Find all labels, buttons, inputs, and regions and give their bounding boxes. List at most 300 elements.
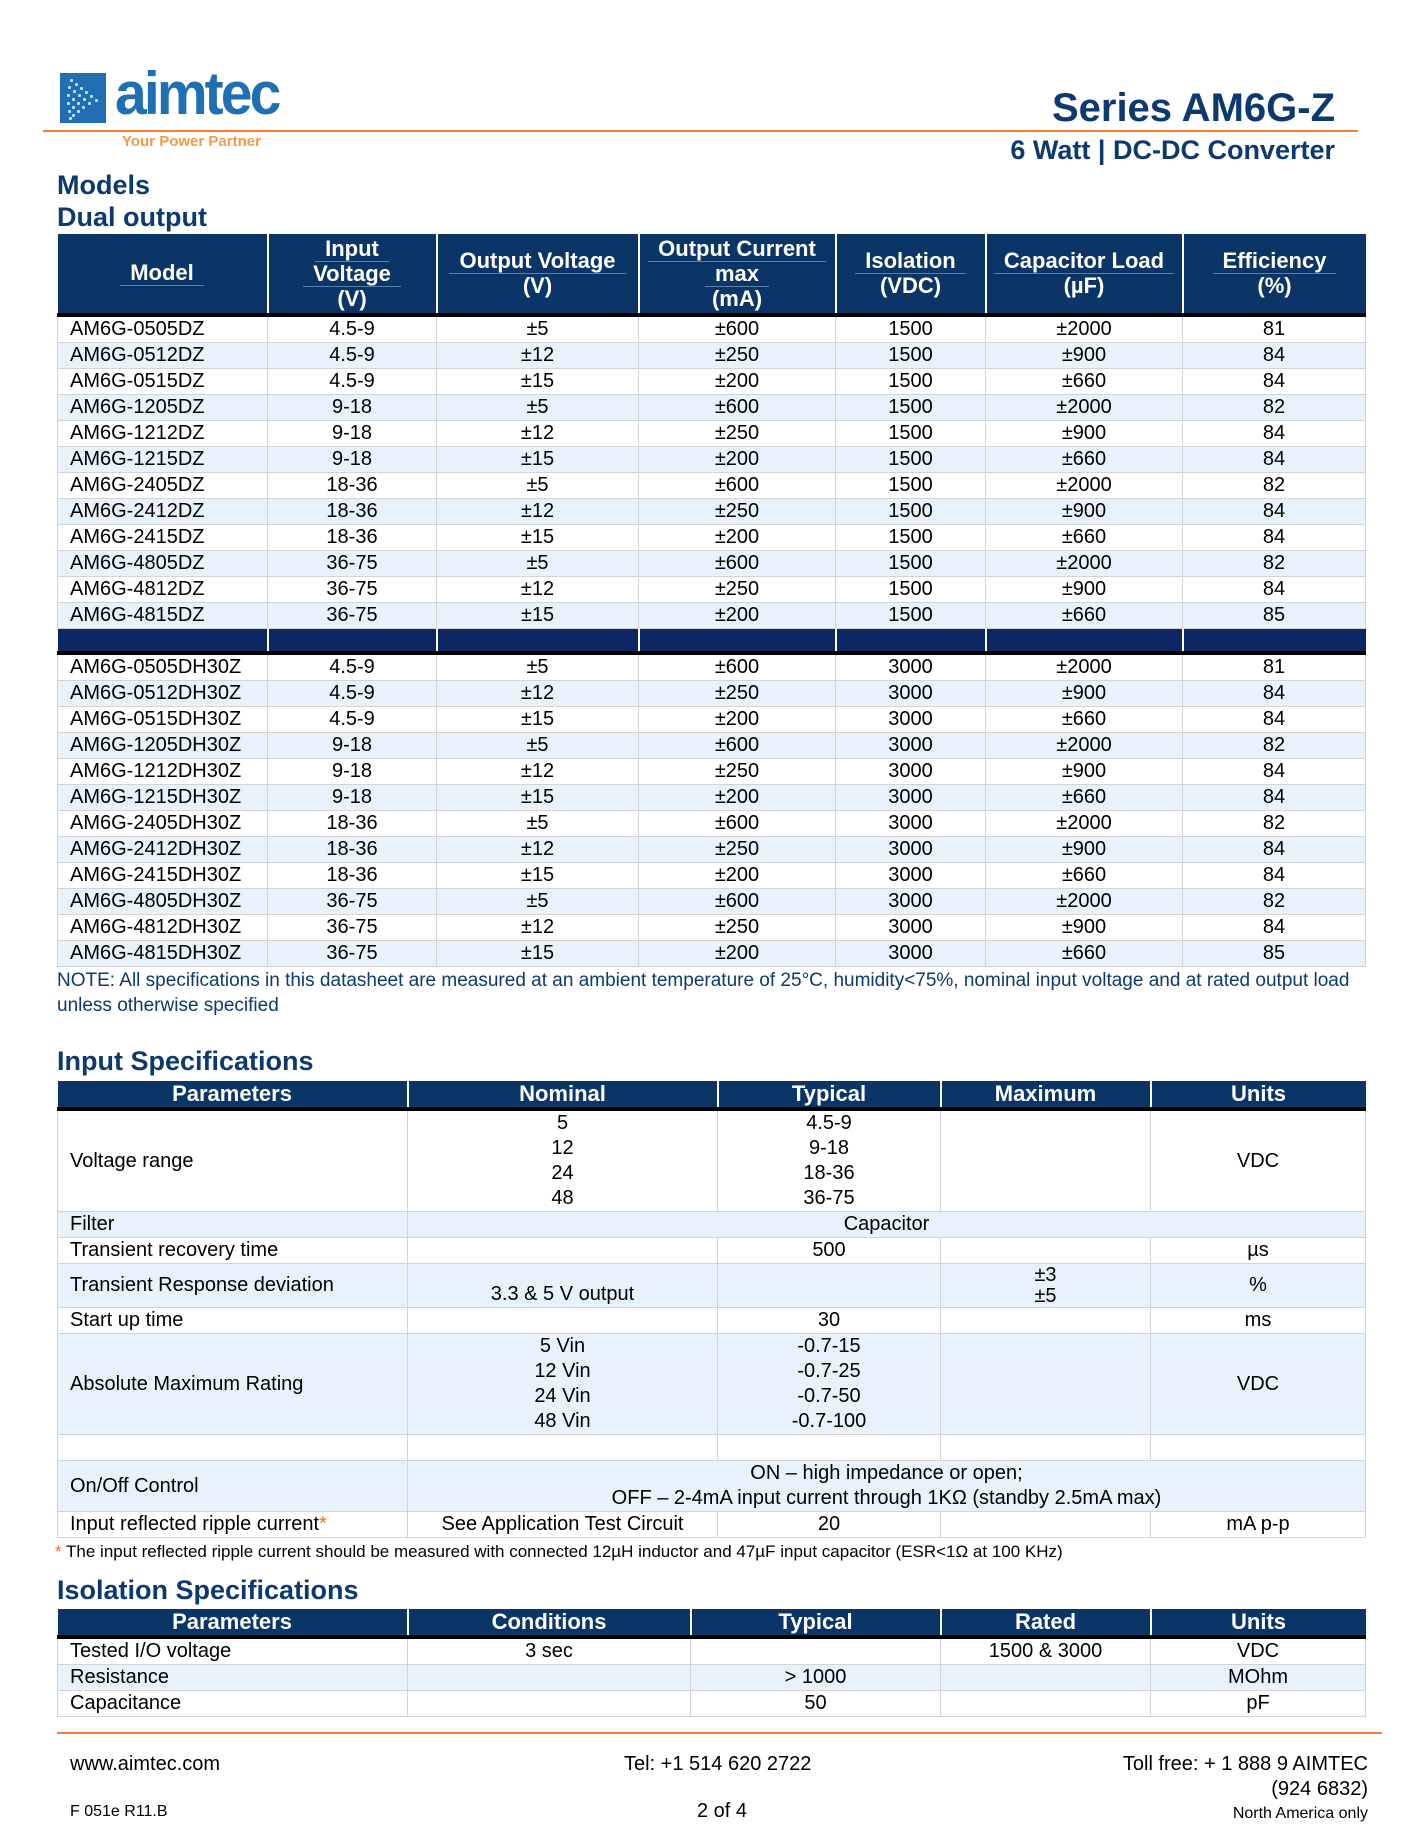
model-value: 3000	[836, 680, 986, 706]
model-row	[58, 706, 1366, 732]
model-value: 36-75	[268, 551, 437, 577]
model-value: ±12	[437, 343, 639, 369]
model-name: AM6G-1205DH30Z	[58, 732, 268, 758]
nominal-value: See Application Test Circuit	[408, 1512, 718, 1538]
model-value: ±900	[986, 343, 1183, 369]
typical-value: 30	[718, 1308, 941, 1334]
model-row	[58, 758, 1366, 784]
model-name: AM6G-2412DZ	[58, 499, 268, 525]
footer-toll-free-digits: (924 6832)	[1271, 1778, 1368, 1800]
value: 24 Vin	[534, 1385, 591, 1407]
separator-cell	[986, 629, 1183, 653]
param-value	[408, 1665, 691, 1691]
model-value: 9-18	[268, 758, 437, 784]
footer-website[interactable]: www.aimtec.com	[70, 1753, 221, 1775]
nominal-value	[408, 1238, 718, 1264]
header-line: (µF)	[1063, 273, 1105, 298]
model-value: ±5	[437, 653, 639, 681]
model-value: ±12	[437, 758, 639, 784]
value: 48	[551, 1187, 574, 1209]
model-name: AM6G-2412DH30Z	[58, 836, 268, 862]
nominal-value	[408, 1308, 718, 1334]
model-value: ±2000	[986, 551, 1183, 577]
row-transient-recovery	[58, 1238, 1366, 1264]
ripple-footnote	[55, 1542, 1063, 1562]
model-row	[58, 810, 1366, 836]
footer-page-number: 2 of 4	[697, 1800, 748, 1822]
model-value: ±600	[639, 653, 836, 681]
param-label: Tested I/O voltage	[58, 1637, 408, 1665]
model-value: ±12	[437, 914, 639, 940]
model-value: ±200	[639, 447, 836, 473]
param-value	[691, 1637, 941, 1665]
separator-cell	[639, 629, 836, 653]
model-value: ±200	[639, 706, 836, 732]
value: -0.7-50	[797, 1385, 861, 1407]
param-label: Filter	[58, 1212, 408, 1238]
model-name: AM6G-1212DZ	[58, 421, 268, 447]
model-value: ±900	[986, 836, 1183, 862]
model-value: ±250	[639, 836, 836, 862]
header-line: max	[705, 262, 769, 287]
brand-tagline: Your Power Partner	[122, 133, 261, 150]
model-row	[58, 603, 1366, 629]
model-row	[58, 914, 1366, 940]
model-name: AM6G-4815DH30Z	[58, 940, 268, 966]
model-value: 9-18	[268, 784, 437, 810]
model-value: ±660	[986, 784, 1183, 810]
model-row	[58, 940, 1366, 966]
model-value: 84	[1183, 447, 1366, 473]
model-value: ±12	[437, 680, 639, 706]
maximum-values	[941, 1264, 1151, 1308]
model-value: 3000	[836, 758, 986, 784]
model-row	[58, 888, 1366, 914]
model-name: AM6G-4812DH30Z	[58, 914, 268, 940]
model-value: ±5	[437, 888, 639, 914]
models-col-header	[437, 234, 639, 315]
brand-name: aimtec	[115, 60, 279, 127]
row-abs-max	[58, 1334, 1366, 1435]
model-name: AM6G-4805DZ	[58, 551, 268, 577]
value: 48 Vin	[534, 1410, 591, 1432]
model-value: ±200	[639, 784, 836, 810]
footnote-marker: *	[319, 1513, 327, 1535]
model-value: 82	[1183, 732, 1366, 758]
model-value: 9-18	[268, 447, 437, 473]
separator-cell	[1183, 629, 1366, 653]
model-value: 1500	[836, 447, 986, 473]
units-value: %	[1151, 1264, 1366, 1308]
model-value: 18-36	[268, 862, 437, 888]
value: 12	[551, 1137, 574, 1159]
value: ±5	[1034, 1284, 1057, 1307]
model-name: AM6G-4815DZ	[58, 603, 268, 629]
model-value: 84	[1183, 914, 1366, 940]
row-voltage-range	[58, 1109, 1366, 1212]
model-row	[58, 473, 1366, 499]
col-units: Units	[1151, 1609, 1366, 1637]
model-value: ±600	[639, 732, 836, 758]
model-value: 1500	[836, 551, 986, 577]
model-value: ±15	[437, 784, 639, 810]
model-value: 3000	[836, 653, 986, 681]
model-value: ±660	[986, 862, 1183, 888]
model-value: 84	[1183, 525, 1366, 551]
separator-cell	[836, 629, 986, 653]
param-value: 1500 & 3000	[941, 1637, 1151, 1665]
model-value: 84	[1183, 421, 1366, 447]
model-value: ±660	[986, 447, 1183, 473]
param-label: Voltage range	[58, 1109, 408, 1212]
model-value: ±900	[986, 914, 1183, 940]
typical-value: 500	[718, 1238, 941, 1264]
model-row	[58, 343, 1366, 369]
value: 4.5-9	[806, 1112, 852, 1134]
model-row	[58, 732, 1366, 758]
model-value: 1500	[836, 343, 986, 369]
model-name: AM6G-0515DZ	[58, 369, 268, 395]
model-value: 1500	[836, 315, 986, 343]
isolation-row	[58, 1691, 1366, 1717]
model-value: ±2000	[986, 653, 1183, 681]
value: 18-36	[803, 1162, 855, 1184]
model-value: ±900	[986, 577, 1183, 603]
model-value: 84	[1183, 343, 1366, 369]
model-value: 36-75	[268, 888, 437, 914]
param-label: Start up time	[58, 1308, 408, 1334]
model-value: 84	[1183, 369, 1366, 395]
model-row	[58, 862, 1366, 888]
input-header-row	[58, 1081, 1366, 1109]
empty-cell	[1151, 1435, 1366, 1461]
model-name: AM6G-0512DH30Z	[58, 680, 268, 706]
typical-values	[718, 1109, 941, 1212]
model-name: AM6G-2405DH30Z	[58, 810, 268, 836]
empty-cell	[718, 1435, 941, 1461]
model-value: 18-36	[268, 525, 437, 551]
model-value: ±200	[639, 369, 836, 395]
model-value: 36-75	[268, 940, 437, 966]
value: 5 Vin	[539, 1335, 586, 1357]
model-name: AM6G-4805DH30Z	[58, 888, 268, 914]
models-col-header	[639, 234, 836, 315]
footnote-marker: *	[55, 1542, 62, 1561]
model-value: ±600	[639, 395, 836, 421]
separator-cell	[268, 629, 437, 653]
units-value: µs	[1151, 1238, 1366, 1264]
isolation-row	[58, 1665, 1366, 1691]
model-value: ±660	[986, 706, 1183, 732]
separator-cell	[58, 629, 268, 653]
isolation-header-row	[58, 1609, 1366, 1637]
value: 5	[556, 1112, 569, 1134]
value: ON – high impedance or open;	[750, 1462, 1023, 1484]
model-name: AM6G-4812DZ	[58, 577, 268, 603]
model-value: 82	[1183, 395, 1366, 421]
model-value: 3000	[836, 810, 986, 836]
nominal-values	[408, 1109, 718, 1212]
models-col-header	[268, 234, 437, 315]
model-value: 82	[1183, 473, 1366, 499]
header-line: (VDC)	[879, 273, 942, 298]
filter-value: Capacitor	[408, 1212, 1366, 1238]
nominal-values	[408, 1334, 718, 1435]
model-value: ±900	[986, 680, 1183, 706]
model-value: 4.5-9	[268, 315, 437, 343]
model-value: 3000	[836, 888, 986, 914]
model-row	[58, 369, 1366, 395]
model-value: 82	[1183, 888, 1366, 914]
model-value: ±660	[986, 940, 1183, 966]
model-value: 81	[1183, 653, 1366, 681]
header-line: Model	[120, 261, 204, 286]
isolation-specs-heading: Isolation Specifications	[57, 1575, 359, 1605]
param-label: On/Off Control	[58, 1461, 408, 1512]
model-value: ±15	[437, 603, 639, 629]
series-title: Series AM6G-Z	[1051, 86, 1335, 130]
model-value: 3000	[836, 862, 986, 888]
footer-divider	[57, 1732, 1382, 1734]
col-typical: Typical	[718, 1081, 941, 1109]
maximum-value	[941, 1238, 1151, 1264]
model-row	[58, 680, 1366, 706]
col-nominal: Nominal	[408, 1081, 718, 1109]
model-value: 84	[1183, 499, 1366, 525]
label-text: Input reflected ripple current	[70, 1513, 320, 1535]
header-line: Efficiency	[1213, 249, 1337, 274]
value: ±3	[1034, 1263, 1057, 1286]
model-value: 82	[1183, 810, 1366, 836]
model-value: 84	[1183, 862, 1366, 888]
model-name: AM6G-0505DH30Z	[58, 653, 268, 681]
models-col-header	[58, 234, 268, 315]
model-name: AM6G-2405DZ	[58, 473, 268, 499]
model-value: 81	[1183, 315, 1366, 343]
model-name: AM6G-0505DZ	[58, 315, 268, 343]
empty-cell	[408, 1435, 718, 1461]
model-value: 1500	[836, 603, 986, 629]
series-subtitle: 6 Watt | DC-DC Converter	[1010, 135, 1335, 165]
model-name: AM6G-0515DH30Z	[58, 706, 268, 732]
model-name: AM6G-2415DH30Z	[58, 862, 268, 888]
model-value: 84	[1183, 706, 1366, 732]
model-value: 9-18	[268, 732, 437, 758]
value: 9-18	[808, 1137, 850, 1159]
header-line: (%)	[1257, 273, 1292, 298]
model-value: 18-36	[268, 836, 437, 862]
on-off-description	[408, 1461, 1366, 1512]
model-value: 82	[1183, 551, 1366, 577]
col-parameters: Parameters	[58, 1609, 408, 1637]
model-value: ±250	[639, 758, 836, 784]
model-value: 1500	[836, 525, 986, 551]
units-value: VDC	[1151, 1109, 1366, 1212]
model-value: ±15	[437, 447, 639, 473]
footer-tel: Tel: +1 514 620 2722	[624, 1753, 812, 1775]
model-value: 84	[1183, 784, 1366, 810]
model-value: ±250	[639, 914, 836, 940]
model-value: ±12	[437, 499, 639, 525]
model-value: 4.5-9	[268, 343, 437, 369]
model-value: ±250	[639, 343, 836, 369]
empty-cell	[941, 1435, 1151, 1461]
models-header-row	[58, 234, 1366, 315]
model-value: ±12	[437, 577, 639, 603]
model-value: 18-36	[268, 810, 437, 836]
model-value: 4.5-9	[268, 369, 437, 395]
units-value: VDC	[1151, 1334, 1366, 1435]
model-value: ±250	[639, 680, 836, 706]
param-value: > 1000	[691, 1665, 941, 1691]
units-value: ms	[1151, 1308, 1366, 1334]
header-line: Output Current	[648, 237, 826, 262]
model-value: ±5	[437, 810, 639, 836]
model-value: ±5	[437, 315, 639, 343]
model-value: ±200	[639, 525, 836, 551]
param-label: Transient Response deviation	[58, 1264, 408, 1308]
model-value: ±2000	[986, 888, 1183, 914]
param-value	[408, 1691, 691, 1717]
header-line: (V)	[522, 273, 553, 298]
param-value	[941, 1691, 1151, 1717]
col-units: Units	[1151, 1081, 1366, 1109]
models-col-header	[836, 234, 986, 315]
model-value: ±200	[639, 862, 836, 888]
model-value: 36-75	[268, 603, 437, 629]
model-name: AM6G-1205DZ	[58, 395, 268, 421]
model-row	[58, 395, 1366, 421]
model-value: 9-18	[268, 395, 437, 421]
model-name: AM6G-1215DZ	[58, 447, 268, 473]
model-value: ±15	[437, 940, 639, 966]
value: -0.7-100	[791, 1410, 867, 1432]
model-value: 4.5-9	[268, 680, 437, 706]
model-row	[58, 499, 1366, 525]
model-row	[58, 784, 1366, 810]
model-value: ±900	[986, 421, 1183, 447]
nominal-value: 3.3 & 5 V output	[408, 1264, 718, 1308]
header-line: Input	[315, 237, 389, 262]
footnote-text: The input reflected ripple current should be measured with connected 12µH inductor and 47µF input capacitor (ESR<1Ω at 100 KHz)	[61, 1542, 1063, 1561]
maximum-value	[941, 1334, 1151, 1435]
col-typical: Typical	[691, 1609, 941, 1637]
model-value: ±2000	[986, 810, 1183, 836]
group-separator	[58, 629, 1366, 653]
model-value: ±600	[639, 810, 836, 836]
units-value: mA p-p	[1151, 1512, 1366, 1538]
model-value: 3000	[836, 706, 986, 732]
model-row	[58, 421, 1366, 447]
model-value: 1500	[836, 369, 986, 395]
model-value: 1500	[836, 473, 986, 499]
model-value: 1500	[836, 395, 986, 421]
model-name: AM6G-0512DZ	[58, 343, 268, 369]
model-row	[58, 315, 1366, 343]
model-value: ±600	[639, 888, 836, 914]
models-col-header	[986, 234, 1183, 315]
model-value: ±5	[437, 395, 639, 421]
param-value	[941, 1665, 1151, 1691]
param-label: Resistance	[58, 1665, 408, 1691]
row-filter	[58, 1212, 1366, 1238]
model-value: ±2000	[986, 732, 1183, 758]
model-value: 1500	[836, 421, 986, 447]
model-value: 85	[1183, 940, 1366, 966]
model-value: 36-75	[268, 914, 437, 940]
model-value: 3000	[836, 784, 986, 810]
model-value: 18-36	[268, 473, 437, 499]
model-value: ±5	[437, 732, 639, 758]
header-line: Voltage	[303, 262, 401, 287]
input-specs-table	[57, 1081, 1366, 1538]
maximum-value	[941, 1308, 1151, 1334]
param-label: Absolute Maximum Rating	[58, 1334, 408, 1435]
model-value: 4.5-9	[268, 706, 437, 732]
value: 12 Vin	[534, 1360, 591, 1382]
model-value: ±660	[986, 369, 1183, 395]
model-value: 18-36	[268, 499, 437, 525]
model-value: 3000	[836, 732, 986, 758]
header-line: (V)	[337, 285, 367, 311]
model-value: ±200	[639, 940, 836, 966]
param-value: 50	[691, 1691, 941, 1717]
isolation-row	[58, 1637, 1366, 1665]
model-value: 9-18	[268, 421, 437, 447]
model-value: 85	[1183, 603, 1366, 629]
model-name: AM6G-1212DH30Z	[58, 758, 268, 784]
model-name: AM6G-1215DH30Z	[58, 784, 268, 810]
model-value: ±15	[437, 369, 639, 395]
models-heading: Models	[57, 170, 151, 200]
model-name: AM6G-2415DZ	[58, 525, 268, 551]
param-value: 3 sec	[408, 1637, 691, 1665]
col-parameters: Parameters	[58, 1081, 408, 1109]
model-value: ±660	[986, 525, 1183, 551]
model-value: 3000	[836, 836, 986, 862]
param-value: pF	[1151, 1691, 1366, 1717]
model-row	[58, 525, 1366, 551]
typical-value	[718, 1264, 941, 1308]
model-value: ±5	[437, 551, 639, 577]
dual-output-heading: Dual output	[57, 202, 207, 232]
value: 36-75	[803, 1187, 855, 1209]
separator-cell	[437, 629, 639, 653]
footer-region: North America only	[1232, 1805, 1368, 1822]
model-value: ±200	[639, 603, 836, 629]
param-value: MOhm	[1151, 1665, 1366, 1691]
model-row	[58, 577, 1366, 603]
row-empty	[58, 1435, 1366, 1461]
model-value: ±900	[986, 499, 1183, 525]
header-line: Output Voltage	[449, 249, 625, 274]
input-specs-heading: Input Specifications	[57, 1046, 314, 1076]
model-value: 84	[1183, 577, 1366, 603]
logo-mark-icon	[60, 73, 106, 123]
empty-cell	[58, 1435, 408, 1461]
model-value: ±15	[437, 706, 639, 732]
model-value: ±12	[437, 421, 639, 447]
row-on-off	[58, 1461, 1366, 1512]
model-row	[58, 447, 1366, 473]
model-value: ±600	[639, 551, 836, 577]
specs-note: NOTE: All specifications in this datasheet are measured at an ambient temperature of 25°C, humidity<75%, nominal input voltage and at rated output load unless otherwise specified	[57, 970, 1350, 1016]
value: -0.7-15	[797, 1335, 861, 1357]
typical-values	[718, 1334, 941, 1435]
model-value: ±2000	[986, 315, 1183, 343]
model-value: 3000	[836, 914, 986, 940]
param-value: VDC	[1151, 1637, 1366, 1665]
